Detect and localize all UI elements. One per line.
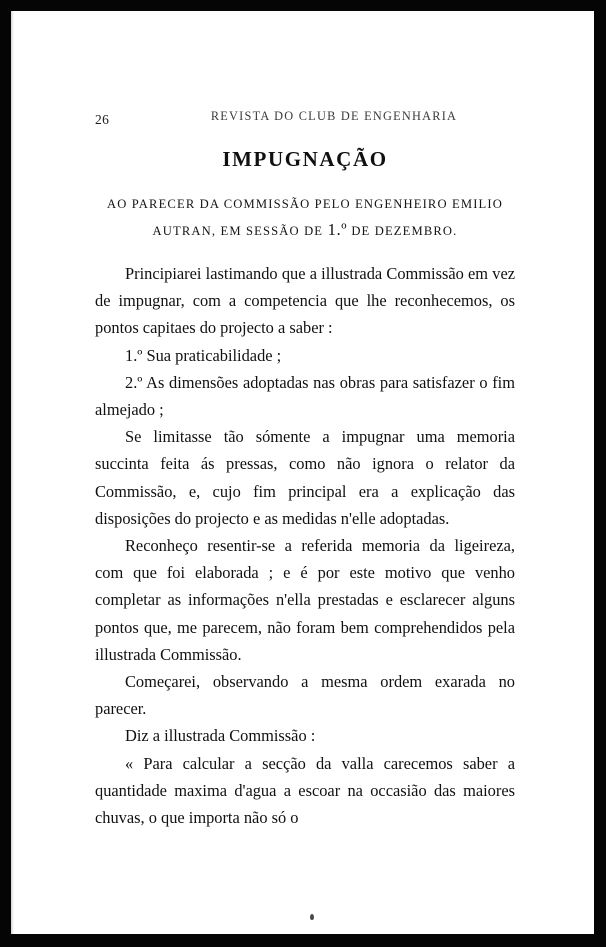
paragraph: Se limitasse tão sómente a impugnar uma memoria succinta feita ás pressas, como não ignora o relator da Commissão, e, cujo fim principal era a explicação das disposições do projecto e as medidas n'elle adoptadas. (95, 427, 515, 528)
quoted-paragraph: « Para calcular a secção da valla carecemos saber a quantidade maxima d'agua a escoar na occasião das maiores chuvas, o que importa não só o (95, 753, 515, 828)
paragraph: Diz a illustrada Commissão : (125, 726, 316, 746)
paragraph: Começarei, observando a mesma ordem exarada no parecer. (95, 672, 515, 719)
page-content (95, 109, 515, 831)
subtitle-line-2-before: AUTRAN, EM SESSÃO DE (152, 224, 324, 238)
article-subtitle (95, 192, 515, 244)
article-title: IMPUGNAÇÃO (222, 147, 388, 171)
subtitle-line-2-after: DE DEZEMBRO. (351, 224, 458, 238)
subtitle-ordinal: 1.º (327, 220, 347, 239)
subtitle-line-2 (95, 217, 515, 244)
running-head-title: REVISTA DO CLUB DE ENGENHARIA (210, 109, 458, 123)
page-number: 26 (95, 112, 110, 127)
scan-artifact-speck (310, 914, 314, 920)
page-edge-shading (11, 11, 14, 934)
list-item: 2.º As dimensões adoptadas nas obras para satisfazer o fim almejado ; (95, 372, 515, 420)
paragraph: Principiarei lastimando que a illustrada Commissão em vez de impugnar, com a competencia que lhe reconhecemos, os pontos capitaes do projecto a saber : (95, 264, 515, 338)
list-item: 1.º Sua praticabilidade ; (125, 345, 282, 365)
document-page (11, 11, 594, 934)
paragraph: Reconheço resentir-se a referida memoria da ligeireza, com que foi elaborada ; e é por este motivo que venho completar as informações n'ella prestadas e esclarecer alguns pontos que, me parecem, não foram bem comprehendidos pela illustrada Commissão. (95, 536, 515, 664)
subtitle-line-1: AO PARECER DA COMMISSÃO PELO ENGENHEIRO EMILIO (107, 197, 503, 211)
running-head (95, 109, 515, 131)
